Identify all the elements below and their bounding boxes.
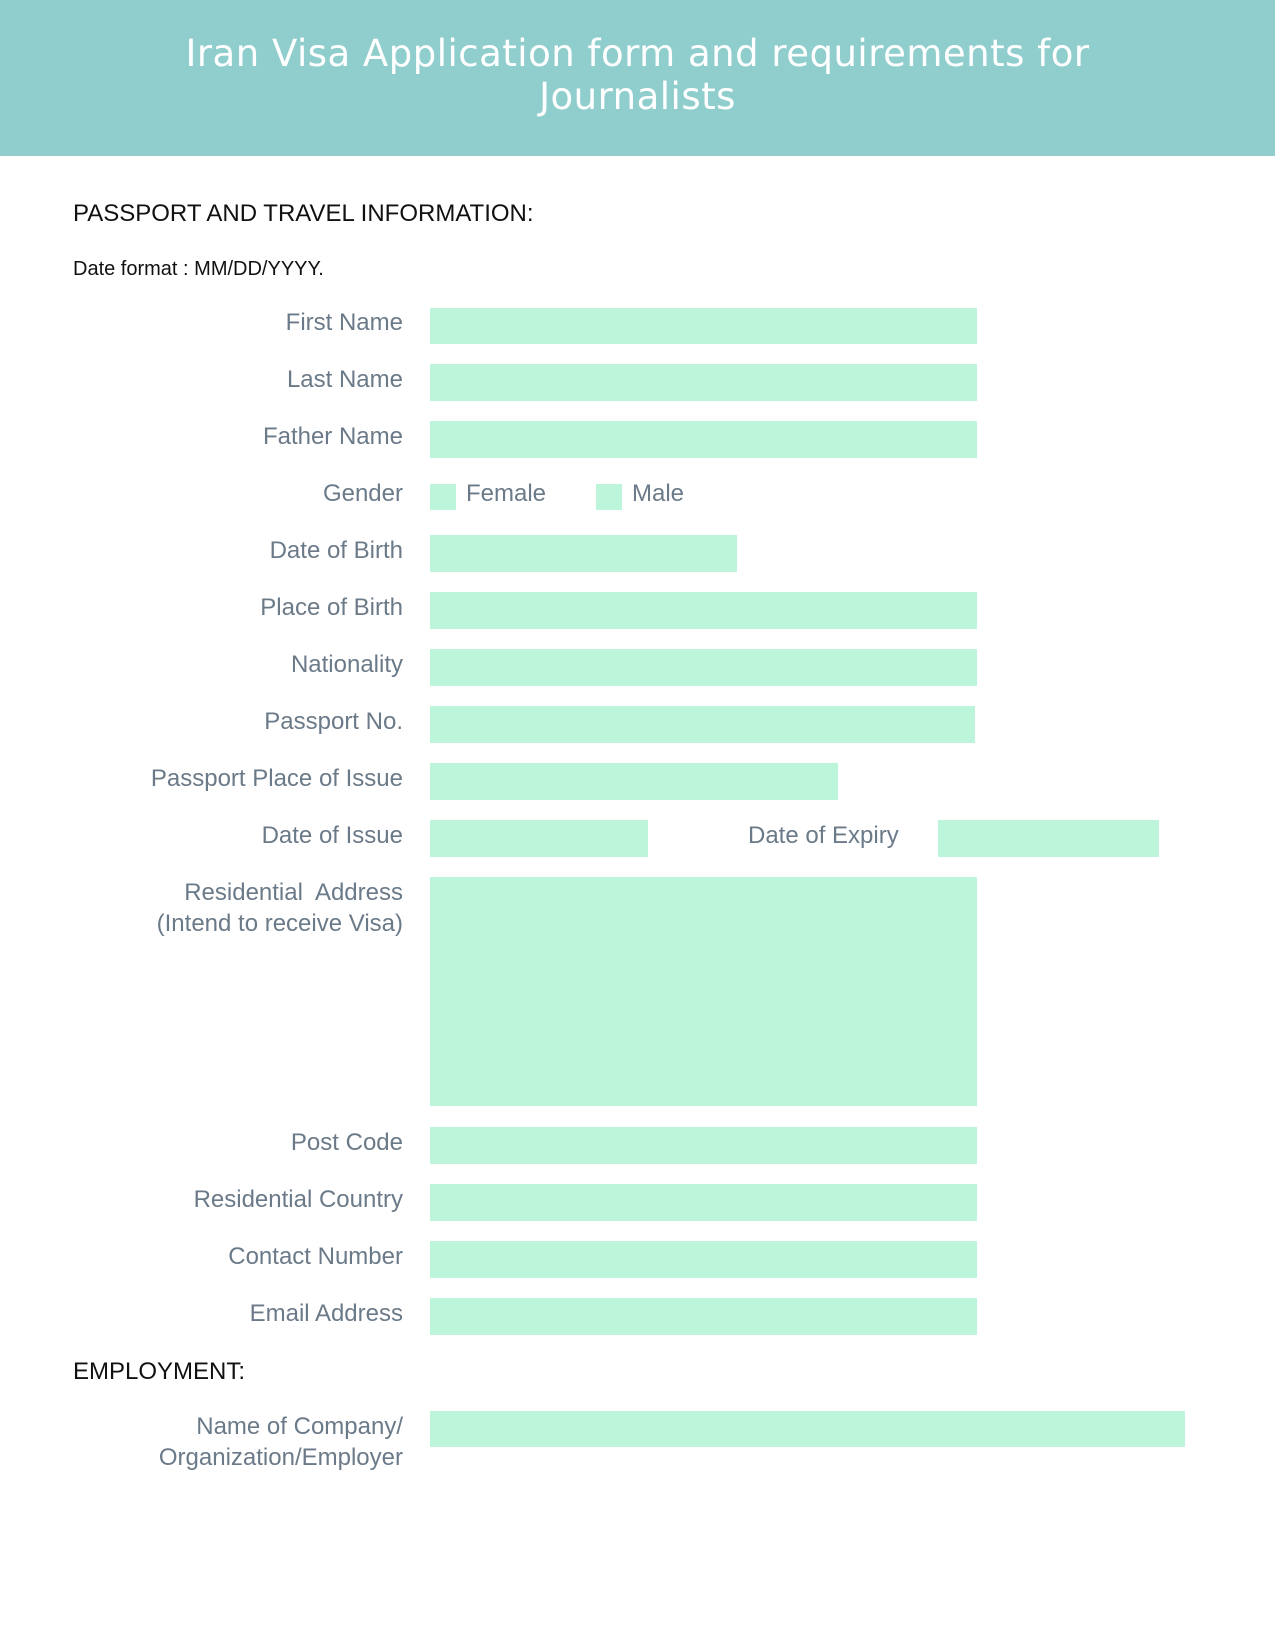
- passport-no-label: Passport No.: [264, 708, 403, 735]
- first-name-field[interactable]: [430, 308, 977, 344]
- date-of-issue-label: Date of Issue: [261, 822, 403, 849]
- residential-country-field[interactable]: [430, 1184, 977, 1221]
- date-of-birth-field[interactable]: [430, 535, 737, 572]
- date-of-expiry-label: Date of Expiry: [748, 822, 899, 849]
- post-code-field[interactable]: [430, 1127, 977, 1164]
- company-label-line1: Name of Company/: [196, 1413, 403, 1440]
- company-label: [159, 1411, 403, 1473]
- company-label-line2: Organization/Employer: [158, 1444, 403, 1471]
- female-option-label: Female: [466, 480, 547, 507]
- nationality-field[interactable]: [430, 649, 977, 686]
- place-of-birth-field[interactable]: [430, 592, 977, 629]
- residential-address-label-line1: Residential Address: [184, 879, 403, 906]
- last-name-label: Last Name: [286, 366, 403, 393]
- residential-address-label-line2: (Intend to receive Visa): [156, 910, 403, 937]
- company-field[interactable]: [430, 1411, 1185, 1447]
- place-of-birth-label: Place of Birth: [260, 594, 403, 621]
- header-banner: [0, 0, 1275, 156]
- passport-no-field[interactable]: [430, 706, 975, 743]
- father-name-label: Father Name: [262, 423, 403, 450]
- nationality-label: Nationality: [290, 651, 403, 678]
- date-of-expiry-field[interactable]: [938, 820, 1159, 857]
- residential-country-label: Residential Country: [193, 1186, 403, 1213]
- female-checkbox[interactable]: [430, 484, 456, 510]
- gender-label: Gender: [322, 480, 403, 507]
- contact-number-field[interactable]: [430, 1241, 977, 1278]
- form-title: Iran Visa Application form and requirements for Journalists: [185, 32, 1090, 118]
- male-option-label: Male: [632, 480, 685, 507]
- passport-place-of-issue-label: Passport Place of Issue: [150, 765, 403, 792]
- residential-address-label: [157, 877, 403, 939]
- first-name-label: First Name: [285, 309, 403, 336]
- section-heading-passport: PASSPORT AND TRAVEL INFORMATION:: [73, 200, 534, 227]
- father-name-field[interactable]: [430, 421, 977, 458]
- residential-address-field[interactable]: [430, 877, 977, 1106]
- email-address-label: Email Address: [249, 1300, 403, 1327]
- date-of-birth-label: Date of Birth: [269, 537, 403, 564]
- email-address-field[interactable]: [430, 1298, 977, 1335]
- section-heading-employment: EMPLOYMENT:: [73, 1358, 246, 1385]
- date-of-issue-field[interactable]: [430, 820, 648, 857]
- date-format-note: Date format : MM/DD/YYYY.: [73, 258, 324, 280]
- last-name-field[interactable]: [430, 364, 977, 401]
- contact-number-label: Contact Number: [228, 1243, 403, 1270]
- passport-place-of-issue-field[interactable]: [430, 763, 838, 800]
- post-code-label: Post Code: [290, 1129, 403, 1156]
- male-checkbox[interactable]: [596, 484, 622, 510]
